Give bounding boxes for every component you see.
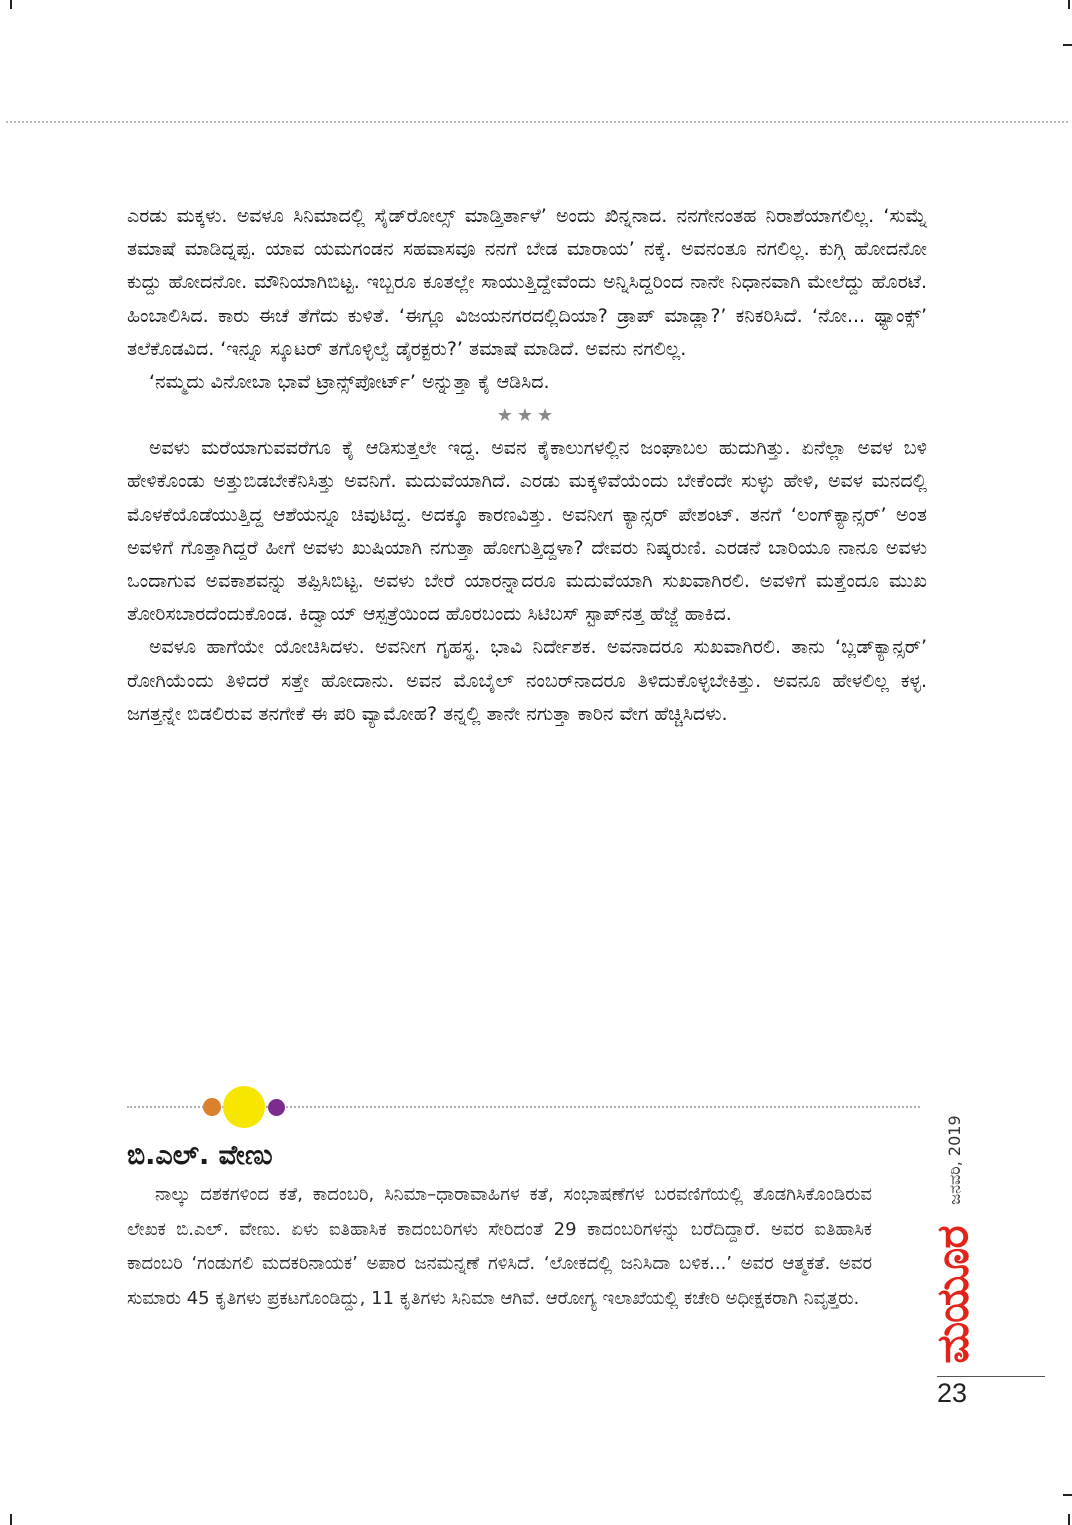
story-paragraph: ಅವಳು ಮರೆಯಾಗುವವರೆಗೂ ಕೈ ಆಡಿಸುತ್ತಲೇ ಇದ್ದ. ಅವನ ಕೈಕಾಲುಗಳಲ್ಲಿನ ಜಂಘಾಬಲ ಹುದುಗಿತ್ತು. ಏನೆಲ್ಲಾ ಅವಳ ಬಳಿ ಹೇಳಿಕೊಂಡು ಅತ್ತುಬಿಡಬೇಕೆನಿಸಿತ್ತು ಅವನಿಗೆ. ಮದುವೆಯಾಗಿದೆ. ಎರಡು ಮಕ್ಕಳಿವೆಯೆಂದು ಬೇಕೆಂದೇ ಸುಳ್ಳು ಹೇಳಿ, ಅವಳ ಮನದಲ್ಲಿ ಮೊಳಕೆಯೊಡೆಯುತ್ತಿದ್ದ ಆಶೆಯನ್ನೂ ಚಿವುಟಿದ್ದ. ಅದಕ್ಕೂ ಕಾರಣವಿತ್ತು. ಅವನೀಗ ಕ್ಯಾನ್ಸರ್ ಪೇಶಂಟ್. ತನಗೆ ‘ಲಂಗ್‌ಕ್ಯಾನ್ಸರ್’ ಅಂತ ಅವಳಿಗೆ ಗೊತ್ತಾಗಿದ್ದರೆ ಹೀಗೆ ಅವಳು ಖುಷಿಯಾಗಿ ನಗುತ್ತಾ ಹೋಗುತ್ತಿದ್ದಳಾ? ದೇವರು ನಿಷ್ಕರುಣಿ. ಎರಡನೆ ಬಾರಿಯೂ ನಾನೂ ಅವಳು ಒಂದಾಗುವ ಅವಕಾಶವನ್ನು ತಪ್ಪಿಸಿಬಿಟ್ಟ. ಅವಳು ಬೇರೆ ಯಾರನ್ನಾದರೂ ಮದುವೆಯಾಗಿ ಸುಖವಾಗಿರಲಿ. ಅವಳಿಗೆ ಮತ್ತೆಂದೂ ಮುಖ ತೋರಿಸಬಾರದೆಂದುಕೊಂಡ. ಕಿದ್ವಾಯ್ ಆಸ್ಪತ್ರೆಯಿಂದ ಹೊರಬಂದು ಸಿಟಿಬಸ್ ಸ್ಟಾಪ್‌ನತ್ತ ಹೆಜ್ಜೆ ಹಾಕಿದ. — [127, 437, 927, 626]
issue-date: ಜನವರಿ, 2019 — [945, 1115, 964, 1205]
crop-mark-right-upper — [1063, 44, 1072, 46]
crop-mark-right-lower — [1063, 1494, 1072, 1496]
story-paragraph: ಎರಡು ಮಕ್ಕಳು. ಅವಳೂ ಸಿನಿಮಾದಲ್ಲಿ ಸೈಡ್‌ರೋಲ್ಸ್ ಮಾಡ್ತಿರ್ತಾಳೆ’ ಅಂದು ಖಿನ್ನನಾದ. ನನಗೇನಂತಹ ನಿರಾಶೆಯಾಗಲಿಲ್ಲ. ‘ಸುಮ್ನೆ ತಮಾಷೆ ಮಾಡಿದ್ನಪ್ಪ. ಯಾವ ಯಮಗಂಡನ ಸಹವಾಸವೂ ನನಗೆ ಬೇಡ ಮಾರಾಯ’ ನಕ್ಕೆ. ಅವನಂತೂ ನಗಲಿಲ್ಲ. ಕುಗ್ಗಿ ಹೋದನೋ ಕುದ್ದು ಹೋದನೋ. ಮೌನಿಯಾಗಿಬಿಟ್ಟ. ಇಬ್ಬರೂ ಕೂತಲ್ಲೇ ಸಾಯುತ್ತಿದ್ದೇವೆಂದು ಅನ್ನಿಸಿದ್ದರಿಂದ ನಾನೇ ನಿಧಾನವಾಗಿ ಮೇಲೆದ್ದು ಹೊರಟೆ. ಹಿಂಬಾಲಿಸಿದ. ಕಾರು ಈಚೆ ತೆಗೆದು ಕುಳಿತೆ. ‘ಈಗ್ಲೂ ವಿಜಯನಗರದಲ್ಲಿದಿಯಾ? ಡ್ರಾಪ್ ಮಾಡ್ಲಾ?’ ಕನಿಕರಿಸಿದೆ. ‘ನೋ... ಥ್ಯಾಂಕ್ಸ್’ ತಲೆಕೊಡವಿದ. ‘ಇನ್ನೂ ಸ್ಕೂಟರ್ ತಗೊಳ್ಳಿಲ್ವೆ ಡೈರಕ್ಟರು?’ ತಮಾಷೆ ಮಾಡಿದೆ. ಅವನು ನಗಲಿಲ್ಲ. — [127, 205, 927, 360]
crop-mark-top-right — [1068, 0, 1070, 9]
section-separator: ★★★ — [496, 405, 558, 427]
crop-mark-top-left — [10, 0, 12, 9]
page-number-rule — [937, 1376, 1045, 1377]
magazine-logo: ಮಯೂರ — [927, 1226, 979, 1364]
purple-dot — [268, 1099, 285, 1116]
story-paragraph: ‘ನಮ್ಮದು ವಿನೋಬಾ ಭಾವೆ ಟ್ರಾನ್ಸ್‌ಪೋರ್ಟ್’ ಅನ್ನುತ್ತಾ ಕೈ ಆಡಿಸಿದ. — [149, 371, 550, 394]
top-dotted-rule — [6, 121, 1068, 123]
crop-mark-bottom-right — [1068, 1514, 1070, 1525]
story-paragraph: ಅವಳೂ ಹಾಗೆಯೇ ಯೋಚಿಸಿದಳು. ಅವನೀಗ ಗೃಹಸ್ಥ. ಭಾವಿ ನಿರ್ದೇಶಕ. ಅವನಾದರೂ ಸುಖವಾಗಿರಲಿ. ತಾನು ‘ಬ್ಲಡ್‌ಕ್ಯಾನ್ಸರ್’ ರೋಗಿಯೆಂದು ತಿಳಿದರೆ ಸತ್ತೇ ಹೋದಾನು. ಅವನ ಮೊಬೈಲ್ ನಂಬರ್‌ನಾದರೂ ತಿಳಿದುಕೊಳ್ಳಬೇಕಿತ್ತು. ಅವನೂ ಹೇಳಲಿಲ್ಲ ಕಳ್ಳ. ಜಗತ್ತನ್ನೇ ಬಿಡಲಿರುವ ತನಗೇಕೆ ಈ ಪರಿ ವ್ಯಾಮೋಹ? ತನ್ನಲ್ಲಿ ತಾನೇ ನಗುತ್ತಾ ಕಾರಿನ ವೇಗ ಹೆಚ್ಚಿಸಿದಳು. — [127, 636, 927, 725]
author-bio-text: ನಾಲ್ಕು ದಶಕಗಳಿಂದ ಕತೆ, ಕಾದಂಬರಿ, ಸಿನಿಮಾ–ಧಾರಾವಾಹಿಗಳ ಕತೆ, ಸಂಭಾಷಣೆಗಳ ಬರವಣಿಗೆಯಲ್ಲಿ ತೊಡಗಿಸಿಕೊಂಡಿರುವ ಲೇಖಕ ಬಿ.ಎಲ್. ವೇಣು. ಏಳು ಐತಿಹಾಸಿಕ ಕಾದಂಬರಿಗಳು ಸೇರಿದಂತೆ 29 ಕಾದಂಬರಿಗಳನ್ನು ಬರೆದಿದ್ದಾರೆ. ಅವರ ಐತಿಹಾಸಿಕ ಕಾದಂಬರಿ ‘ಗಂಡುಗಲಿ ಮದಕರಿನಾಯಕ’ ಅಪಾರ ಜನಮನ್ನಣೆ ಗಳಿಸಿದೆ. ‘ಲೋಕದಲ್ಲಿ ಜನಿಸಿದಾ ಬಳಿಕ...’ ಅವರ ಆತ್ಮಕತೆ. ಅವರ ಸುಮಾರು 45 ಕೃತಿಗಳು ಪ್ರಕಟಗೊಂಡಿದ್ದು, 11 ಕೃತಿಗಳು ಸಿನಿಮಾ ಆಗಿವೆ. ಆರೋಗ್ಯ ಇಲಾಖೆಯಲ್ಲಿ ಕಚೇರಿ ಅಧೀಕ್ಷಕರಾಗಿ ನಿವೃತ್ತರು. — [127, 1184, 872, 1309]
story-body — [127, 200, 927, 731]
orange-dot — [203, 1098, 221, 1116]
author-name: ಬಿ.ಎಲ್. ವೇಣು — [127, 1140, 273, 1171]
page-number: 23 — [937, 1378, 968, 1408]
author-bio — [127, 1138, 872, 1316]
crop-mark-bottom-left — [10, 1514, 12, 1525]
yellow-dot — [223, 1086, 265, 1128]
